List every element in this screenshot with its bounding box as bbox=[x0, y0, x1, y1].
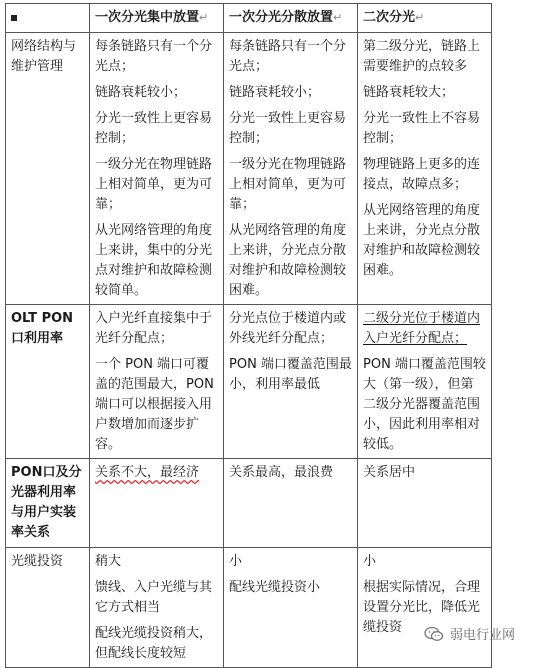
return-mark: ↵ bbox=[333, 11, 343, 24]
cell-line: 稍大 bbox=[95, 554, 122, 569]
cell-line: 从光网络管理的角度上来讲，分光点分散对维护和故障检测较困难。 bbox=[229, 223, 347, 298]
cell-line: 关系居中 bbox=[363, 465, 416, 480]
row-label-cell bbox=[6, 548, 90, 668]
header-col1-label: 一次分光集中放置 bbox=[95, 10, 200, 25]
paragraph-mark-icon bbox=[11, 15, 17, 21]
cell-line: PON 端口覆盖范围较大（第一级），但第二级分光器覆盖范围小，因此利用率相对较低。 bbox=[363, 357, 486, 452]
row-label: 光缆投资 bbox=[11, 554, 64, 569]
table-cell bbox=[224, 33, 358, 305]
return-mark: ↵ bbox=[199, 11, 209, 24]
table-cell bbox=[90, 305, 224, 459]
cell-line: 从光网络管理的角度上来讲，分光点分散对维护和故障检测较困难。 bbox=[363, 203, 481, 278]
table-cell bbox=[358, 33, 492, 305]
cell-line: 馈线、入户光缆与其它方式相当 bbox=[95, 580, 213, 615]
cell-line: 每条链路只有一个分光点； bbox=[229, 39, 347, 74]
return-mark: ↵ bbox=[415, 11, 425, 24]
cell-line: 分光一致性上更容易控制； bbox=[95, 111, 213, 146]
table-cell bbox=[224, 459, 358, 548]
cell-line: 根据实际情况，合理设置分光比，降低光缆投资 bbox=[363, 580, 481, 635]
header-corner-cell bbox=[6, 4, 90, 33]
table-cell bbox=[90, 459, 224, 548]
cell-line: 配线光缆投资稍大，但配线长度较短 bbox=[95, 626, 213, 661]
cell-line: 链路衰耗较小； bbox=[95, 85, 187, 100]
cell-line: 一级分光在物理链路上相对简单，更为可靠； bbox=[95, 157, 213, 212]
cell-line: 每条链路只有一个分光点； bbox=[95, 39, 213, 74]
table-cell bbox=[358, 548, 492, 668]
row-label: OLT PON口利用率 bbox=[11, 311, 74, 346]
cell-line: 链路衰耗较大； bbox=[363, 85, 455, 100]
watermark bbox=[424, 624, 515, 643]
row-label-cell bbox=[6, 305, 90, 459]
table-cell bbox=[358, 305, 492, 459]
row-label-cell bbox=[6, 33, 90, 305]
cell-line: 配线光缆投资小 bbox=[229, 580, 321, 595]
cell-line: 第二级分光，链路上需要维护的点较多 bbox=[363, 39, 481, 74]
cell-line: 关系最高，最浪费 bbox=[229, 465, 334, 480]
table-row bbox=[6, 459, 492, 548]
table-cell bbox=[358, 459, 492, 548]
header-col1 bbox=[90, 4, 224, 33]
cell-line: 一级分光在物理链路上相对简单，更为可靠； bbox=[229, 157, 347, 212]
header-col2 bbox=[224, 4, 358, 33]
cell-line: 从光网络管理的角度上来讲，集中的分光点对维护和故障检测较简单。 bbox=[95, 223, 213, 298]
cell-line: PON 端口覆盖范围最小，利用率最低 bbox=[229, 357, 352, 392]
cell-line: 一个 PON 端口可覆盖的范围最大，PON端口可以根据接入用户数增加而逐步扩容。 bbox=[95, 357, 214, 452]
table-row bbox=[6, 33, 492, 305]
row-label: 网络结构与维护管理 bbox=[11, 39, 77, 74]
cell-line: 关系不大，最经济 bbox=[95, 465, 200, 480]
cell-line: 物理链路上更多的连接点，故障点多； bbox=[363, 157, 481, 192]
comparison-table bbox=[5, 3, 492, 668]
cell-line: 分光一致性上不容易控制； bbox=[363, 111, 481, 146]
table-header-row bbox=[6, 4, 492, 33]
table-cell bbox=[224, 305, 358, 459]
cell-line: 分光点位于楼道内或外线光纤分配点； bbox=[229, 311, 347, 346]
header-col2-label: 一次分光分散放置 bbox=[229, 10, 334, 25]
cell-line: 二级分光位于楼道内入户光纤分配点； bbox=[363, 311, 481, 346]
cell-line: 入户光纤直接集中于光纤分配点； bbox=[95, 311, 213, 346]
table-cell bbox=[90, 548, 224, 668]
table-row bbox=[6, 305, 492, 459]
row-label: PON口及分光器利用率与用户实装率关系 bbox=[11, 465, 82, 540]
cell-line: 小 bbox=[363, 554, 377, 569]
cell-line: 链路衰耗较小； bbox=[229, 85, 321, 100]
row-label-cell bbox=[6, 459, 90, 548]
header-col3-label: 二次分光 bbox=[363, 10, 416, 25]
wechat-icon bbox=[424, 626, 444, 642]
cell-line: 分光一致性上更容易控制； bbox=[229, 111, 347, 146]
cell-line: 小 bbox=[229, 554, 243, 569]
header-col3 bbox=[358, 4, 492, 33]
table-cell bbox=[90, 33, 224, 305]
table-row bbox=[6, 548, 492, 668]
table-cell bbox=[224, 548, 358, 668]
watermark-text: 弱电行业网 bbox=[450, 628, 516, 643]
